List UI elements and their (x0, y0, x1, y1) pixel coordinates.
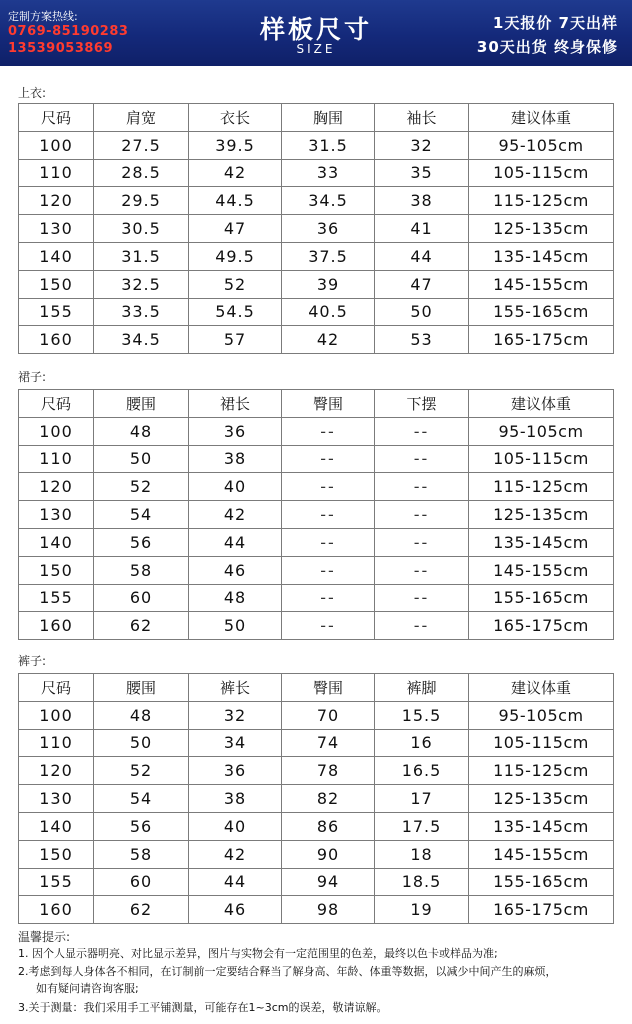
table-cell: 120 (19, 473, 94, 501)
tops-column-header: 尺码 (19, 104, 94, 132)
table-cell: 56 (94, 528, 189, 556)
table-cell: 42 (189, 159, 282, 187)
table-cell: 110 (19, 729, 94, 757)
table-cell: 16.5 (375, 757, 469, 785)
table-cell: 125-135cm (469, 785, 614, 813)
tops-column-header: 肩宽 (94, 104, 189, 132)
table-cell: 52 (94, 757, 189, 785)
table-cell: 34.5 (282, 187, 375, 215)
table-cell: 140 (19, 812, 94, 840)
table-cell: 42 (282, 326, 375, 354)
table-row (19, 840, 614, 868)
table-cell: 135-145cm (469, 242, 614, 270)
table-cell: 29.5 (94, 187, 189, 215)
pants-column-header: 尺码 (19, 674, 94, 702)
table-row (19, 270, 614, 298)
table-cell: 40 (189, 812, 282, 840)
table-cell: 145-155cm (469, 556, 614, 584)
table-cell: 34.5 (94, 326, 189, 354)
table-cell: 44 (189, 868, 282, 896)
table-cell: 155 (19, 868, 94, 896)
skirts-column-header: 腰围 (94, 390, 189, 418)
pants-column-header: 腰围 (94, 674, 189, 702)
page-subtitle: SIZE (296, 42, 336, 56)
header-banner (0, 0, 632, 66)
promo-line-1: 1天报价 7天出样 (492, 14, 618, 32)
table-cell: 155-165cm (469, 584, 614, 612)
table-row (19, 215, 614, 243)
table-cell: -- (282, 501, 375, 529)
table-row (19, 501, 614, 529)
table-cell: 105-115cm (469, 729, 614, 757)
table-cell: 58 (94, 556, 189, 584)
table-cell: 30.5 (94, 215, 189, 243)
table-cell: 165-175cm (469, 326, 614, 354)
table-cell: 110 (19, 445, 94, 473)
table-cell: 60 (94, 868, 189, 896)
table-cell: 44 (189, 528, 282, 556)
pants-size-table (18, 673, 614, 924)
table-row (19, 417, 614, 445)
skirts-column-header: 下摆 (375, 390, 469, 418)
table-cell: 160 (19, 326, 94, 354)
table-cell: 90 (282, 840, 375, 868)
tops-table-body (19, 104, 614, 354)
tops-column-header: 建议体重 (469, 104, 614, 132)
table-cell: 42 (189, 840, 282, 868)
table-cell: 54.5 (189, 298, 282, 326)
table-cell: 57 (189, 326, 282, 354)
table-cell: 62 (94, 612, 189, 640)
table-cell: 95-105cm (469, 701, 614, 729)
table-row (19, 159, 614, 187)
table-cell: 48 (189, 584, 282, 612)
table-cell: 160 (19, 612, 94, 640)
table-cell: 54 (94, 785, 189, 813)
table-cell: 52 (94, 473, 189, 501)
table-cell: 58 (94, 840, 189, 868)
table-cell: 17 (375, 785, 469, 813)
table-cell: 18.5 (375, 868, 469, 896)
table-cell: 18 (375, 840, 469, 868)
table-cell: 36 (189, 417, 282, 445)
table-cell: 94 (282, 868, 375, 896)
table-cell: 95-105cm (469, 417, 614, 445)
table-cell: -- (282, 584, 375, 612)
table-cell: 62 (94, 896, 189, 924)
table-cell: 140 (19, 528, 94, 556)
promo-line-2: 30天出货 终身保修 (476, 38, 618, 56)
table-row (19, 785, 614, 813)
table-cell: 155 (19, 298, 94, 326)
table-cell: 115-125cm (469, 757, 614, 785)
table-cell: 46 (189, 896, 282, 924)
table-cell: 35 (375, 159, 469, 187)
table-cell: 15.5 (375, 701, 469, 729)
table-cell: 145-155cm (469, 840, 614, 868)
table-row (19, 584, 614, 612)
table-cell: 31.5 (282, 131, 375, 159)
table-cell: 130 (19, 501, 94, 529)
table-cell: 155-165cm (469, 298, 614, 326)
skirts-column-header: 建议体重 (469, 390, 614, 418)
table-cell: -- (375, 584, 469, 612)
table-cell: 135-145cm (469, 528, 614, 556)
table-cell: 34 (189, 729, 282, 757)
table-cell: 78 (282, 757, 375, 785)
table-cell: 150 (19, 840, 94, 868)
table-cell: -- (375, 612, 469, 640)
table-cell: -- (375, 473, 469, 501)
table-cell: 49.5 (189, 242, 282, 270)
table-cell: 38 (375, 187, 469, 215)
table-row (19, 528, 614, 556)
table-cell: 95-105cm (469, 131, 614, 159)
table-cell: -- (282, 473, 375, 501)
table-cell: 47 (375, 270, 469, 298)
table-cell: 32 (375, 131, 469, 159)
table-cell: 37.5 (282, 242, 375, 270)
skirts-section-label: 裙子: (18, 370, 47, 384)
table-cell: 105-115cm (469, 159, 614, 187)
table-cell: 46 (189, 556, 282, 584)
table-cell: 38 (189, 445, 282, 473)
table-cell: 115-125cm (469, 473, 614, 501)
table-cell: 36 (189, 757, 282, 785)
table-cell: 54 (94, 501, 189, 529)
table-row (19, 896, 614, 924)
table-cell: 125-135cm (469, 215, 614, 243)
page-title: 样板尺寸 (259, 15, 372, 44)
table-cell: 48 (94, 417, 189, 445)
table-cell: 165-175cm (469, 612, 614, 640)
tops-column-header: 衣长 (189, 104, 282, 132)
table-row (19, 242, 614, 270)
table-cell: 100 (19, 417, 94, 445)
table-cell: 155 (19, 584, 94, 612)
table-cell: 165-175cm (469, 896, 614, 924)
table-cell: 82 (282, 785, 375, 813)
table-cell: 33.5 (94, 298, 189, 326)
table-cell: -- (282, 528, 375, 556)
table-row (19, 812, 614, 840)
table-cell: 130 (19, 215, 94, 243)
tops-size-table (18, 103, 614, 354)
table-cell: 140 (19, 242, 94, 270)
skirts-table-body (19, 390, 614, 640)
table-cell: 120 (19, 187, 94, 215)
table-cell: 120 (19, 757, 94, 785)
table-cell: 44 (375, 242, 469, 270)
table-cell: 52 (189, 270, 282, 298)
table-cell: -- (282, 612, 375, 640)
table-row (19, 701, 614, 729)
pants-column-header: 臀围 (282, 674, 375, 702)
pants-header-row (19, 674, 614, 702)
table-row (19, 131, 614, 159)
table-cell: 50 (94, 729, 189, 757)
table-cell: 50 (189, 612, 282, 640)
table-row (19, 473, 614, 501)
table-cell: -- (282, 556, 375, 584)
table-cell: 60 (94, 584, 189, 612)
skirts-size-table (18, 389, 614, 640)
table-cell: 33 (282, 159, 375, 187)
table-cell: 31.5 (94, 242, 189, 270)
table-cell: 110 (19, 159, 94, 187)
table-cell: 40.5 (282, 298, 375, 326)
table-cell: 27.5 (94, 131, 189, 159)
table-cell: 38 (189, 785, 282, 813)
note-line-2: 2.考虑到每人身体各不相同，在订制前一定要结合释当了解身高、年龄、体重等数据，以减少中间产生的麻烦， (18, 965, 557, 978)
skirts-column-header: 尺码 (19, 390, 94, 418)
table-cell: 44.5 (189, 187, 282, 215)
table-cell: 135-145cm (469, 812, 614, 840)
table-row (19, 326, 614, 354)
tops-header-row (19, 104, 614, 132)
note-line-3: 如有疑问请咨询客服; (36, 982, 139, 995)
table-cell: 32 (189, 701, 282, 729)
table-cell: 125-135cm (469, 501, 614, 529)
tops-column-header: 胸围 (282, 104, 375, 132)
note-line-4: 3.关于测量：我们采用手工平铺测量，可能存在1~3cm的误差，敬请谅解。 (18, 1001, 388, 1014)
table-cell: 155-165cm (469, 868, 614, 896)
table-cell: 115-125cm (469, 187, 614, 215)
table-cell: 130 (19, 785, 94, 813)
pants-column-header: 裤长 (189, 674, 282, 702)
table-cell: 39 (282, 270, 375, 298)
table-cell: -- (375, 445, 469, 473)
note-line-1: 1. 因个人显示器明亮、对比显示差异，图片与实物会有一定范围里的色差，最终以色卡或样品为准; (18, 947, 498, 960)
table-cell: 150 (19, 556, 94, 584)
table-cell: 70 (282, 701, 375, 729)
table-row (19, 445, 614, 473)
skirts-header-row (19, 390, 614, 418)
table-cell: 40 (189, 473, 282, 501)
hotline-label: 定制方案热线: (8, 10, 78, 23)
pants-section-label: 裤子: (18, 654, 47, 668)
hotline-phone-2[interactable]: 13539053869 (8, 41, 113, 56)
table-cell: 74 (282, 729, 375, 757)
pants-column-header: 建议体重 (469, 674, 614, 702)
table-cell: 36 (282, 215, 375, 243)
table-row (19, 298, 614, 326)
table-cell: 47 (189, 215, 282, 243)
table-row (19, 729, 614, 757)
table-cell: 17.5 (375, 812, 469, 840)
table-cell: -- (375, 528, 469, 556)
table-cell: 50 (94, 445, 189, 473)
table-cell: 100 (19, 131, 94, 159)
table-cell: 16 (375, 729, 469, 757)
table-row (19, 556, 614, 584)
table-cell: 145-155cm (469, 270, 614, 298)
skirts-column-header: 裙长 (189, 390, 282, 418)
table-cell: 105-115cm (469, 445, 614, 473)
table-cell: 100 (19, 701, 94, 729)
hotline-phone-1[interactable]: 0769-85190283 (8, 24, 129, 39)
table-cell: 32.5 (94, 270, 189, 298)
table-cell: 48 (94, 701, 189, 729)
notes-title: 温馨提示: (18, 930, 71, 944)
table-cell: -- (375, 417, 469, 445)
table-row (19, 868, 614, 896)
table-cell: 50 (375, 298, 469, 326)
table-cell: 56 (94, 812, 189, 840)
table-row (19, 187, 614, 215)
table-cell: 41 (375, 215, 469, 243)
tops-section-label: 上衣: (18, 86, 47, 100)
table-cell: 42 (189, 501, 282, 529)
table-cell: -- (282, 445, 375, 473)
table-cell: 86 (282, 812, 375, 840)
table-cell: 150 (19, 270, 94, 298)
table-cell: 39.5 (189, 131, 282, 159)
table-row (19, 612, 614, 640)
table-cell: 53 (375, 326, 469, 354)
table-row (19, 757, 614, 785)
tops-column-header: 袖长 (375, 104, 469, 132)
table-cell: -- (375, 556, 469, 584)
table-cell: 98 (282, 896, 375, 924)
table-cell: -- (375, 501, 469, 529)
table-cell: 160 (19, 896, 94, 924)
pants-column-header: 裤脚 (375, 674, 469, 702)
table-cell: 28.5 (94, 159, 189, 187)
skirts-column-header: 臀围 (282, 390, 375, 418)
table-cell: 19 (375, 896, 469, 924)
pants-table-body (19, 674, 614, 924)
table-cell: -- (282, 417, 375, 445)
